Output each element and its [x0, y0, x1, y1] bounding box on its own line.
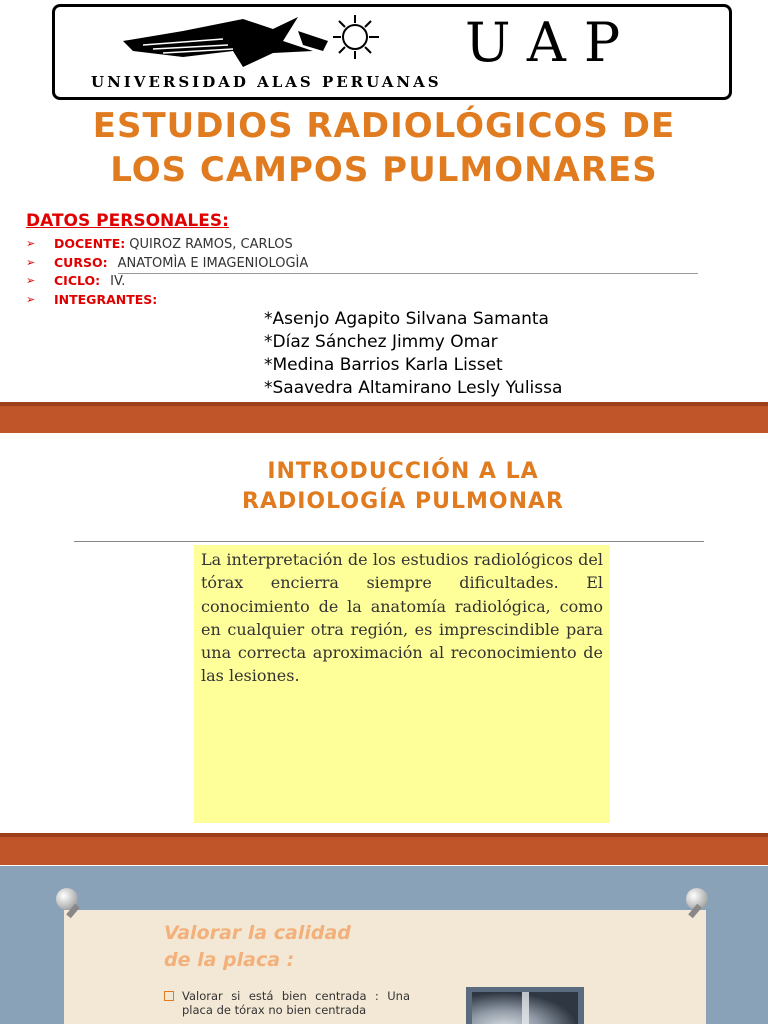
intro-title-line-2: RADIOLOGÍA PULMONAR — [242, 489, 564, 514]
university-logo — [52, 4, 732, 100]
chest-xray-image — [466, 987, 584, 1024]
slide-introduction — [0, 433, 768, 833]
intro-title — [0, 457, 768, 517]
list-item — [26, 272, 308, 291]
member-item: *Saavedra Altamirano Lesly Yulissa — [264, 378, 563, 398]
member-item: *Díaz Sánchez Jimmy Omar — [264, 332, 498, 352]
curso-label: CURSO: — [54, 254, 108, 270]
xray-spine — [522, 992, 529, 1024]
list-item — [26, 235, 308, 254]
divider-line — [118, 273, 698, 274]
slide-title — [0, 0, 768, 402]
docente-label: DOCENTE: — [54, 236, 126, 251]
arrow-bullet-icon: ➢ — [26, 274, 36, 287]
title-line-1: ESTUDIOS RADIOLÓGICOS DE — [92, 106, 676, 146]
slide-divider — [0, 402, 768, 434]
ciclo-label: CICLO: — [54, 273, 101, 288]
integrantes-label: INTEGRANTES: — [54, 291, 158, 307]
arrow-bullet-icon: ➢ — [26, 255, 36, 269]
quality-title-line-2: de la placa : — [164, 949, 295, 971]
members-list — [264, 308, 562, 400]
ciclo-value: IV. — [110, 274, 126, 289]
divider-line — [74, 541, 704, 542]
docente-value: QUIROZ RAMOS, CARLOS — [129, 237, 293, 252]
winged-figure-icon — [123, 11, 393, 73]
list-item — [26, 254, 308, 273]
bullet-text: Valorar si está bien centrada : Una placa de tórax no bien centrada — [182, 989, 410, 1017]
square-bullet-icon — [164, 991, 174, 1001]
curso-value: ANATOMÌA E IMAGENIOLOGÌA — [117, 255, 309, 271]
arrow-bullet-icon: ➢ — [26, 237, 36, 250]
list-item — [26, 291, 308, 310]
personal-data-heading: DATOS PERSONALES: — [26, 211, 229, 231]
list-item — [164, 989, 410, 1017]
arrow-bullet-icon: ➢ — [26, 292, 36, 306]
logo-university-name: UNIVERSIDAD ALAS PERUANAS — [91, 73, 442, 91]
member-item: *Medina Barrios Karla Lisset — [264, 355, 503, 375]
title-line-2: LOS CAMPOS PULMONARES — [110, 150, 658, 190]
slide-quality — [0, 866, 768, 1024]
slide-divider — [0, 833, 768, 865]
personal-data-list — [26, 235, 308, 309]
intro-body-text: La interpretación de los estudios radiológicos del tórax encierra siempre dificultades. El conocimiento de la anatomía radiológica, como en cualquier otra región, es imprescindible para una correcta aproximación al reconocimiento de las lesiones. — [201, 550, 603, 686]
quality-title-line-1: Valorar la calidad — [164, 922, 351, 944]
logo-acronym: UAP — [465, 11, 639, 74]
intro-text-box — [194, 545, 610, 823]
member-item: *Asenjo Agapito Silvana Samanta — [264, 309, 549, 329]
quality-title — [164, 920, 424, 974]
page-title — [0, 104, 768, 192]
intro-title-line-1: INTRODUCCIÓN A LA — [267, 459, 539, 484]
